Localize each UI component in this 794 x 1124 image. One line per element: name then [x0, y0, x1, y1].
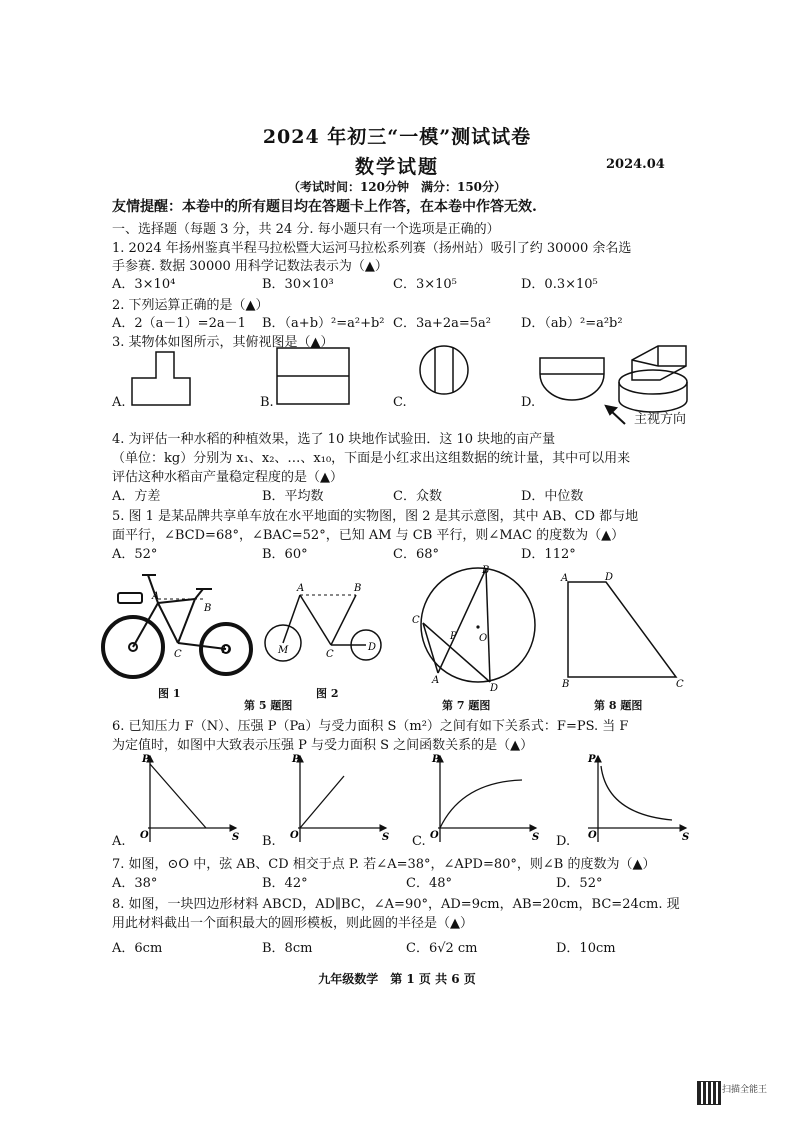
q5-option-a: A．52° — [112, 547, 158, 562]
q3-option-d: D. — [521, 395, 536, 410]
q5-option-c: C．68° — [393, 547, 439, 562]
q6-d-axis-s: S — [682, 832, 690, 843]
q2-option-b: B．（a+b）²=a²+b² — [262, 316, 385, 331]
reminder: 友情提醒：本卷中的所有题目均在答题卡上作答，在本卷中作答无效. — [112, 199, 537, 215]
q2-option-c: C．3a+2a=5a² — [393, 316, 492, 331]
q6-a-axis-s: S — [232, 832, 240, 843]
q6-d-axis-p: P — [588, 754, 596, 765]
q6-graph-a — [148, 756, 236, 842]
q8-label-c: C — [676, 679, 684, 690]
q1-option-a: A．3×10⁴ — [112, 277, 176, 292]
q1-line2: 手参赛. 数据 30000 用科学记数法表示为（▲） — [112, 259, 388, 274]
q5-option-d: D．112° — [521, 547, 576, 562]
q3-3d-object — [619, 346, 687, 412]
page-title: 2024 年初三“一模”测试试卷 — [262, 126, 532, 148]
q6-graph-c — [438, 756, 536, 842]
time-info: （考试时间：120分钟 满分：150分） — [287, 180, 507, 194]
fig1-caption: 图 1 — [158, 687, 181, 700]
q8-label-b: B — [562, 679, 570, 690]
q7-label-p: P — [450, 631, 457, 642]
q6-a-origin: O — [140, 830, 149, 841]
q1-option-c: C．3×10⁵ — [393, 277, 457, 292]
scanner-watermark: 扫描全能王 — [722, 1085, 768, 1095]
q8-label-d: D — [605, 572, 614, 583]
q3-stem: 3. 某物体如图所示，其俯视图是（▲） — [112, 335, 334, 350]
q5-option-b: B．60° — [262, 547, 308, 562]
q4-option-d: D．中位数 — [521, 489, 584, 504]
q6-line1: 6. 已知压力 F（N）、压强 P（Pa）与受力面积 S（m²）之间有如下关系式：F=PS. 当 F — [112, 719, 629, 734]
page-footer: 九年级数学 第 1 页 共 6 页 — [318, 972, 476, 986]
q7-center-dot — [476, 625, 479, 628]
q8-option-c: C．6√2 cm — [406, 941, 478, 956]
q8-line2: 用此材料截出一个面积最大的圆形模板，则此圆的半径是（▲） — [112, 916, 473, 931]
q4-option-c: C．众数 — [393, 489, 442, 504]
schematic-label-c: C — [326, 649, 334, 660]
q1-option-d: D．0.3×10⁵ — [521, 277, 598, 292]
q6-graph-d — [588, 756, 686, 842]
page-subtitle: 数学试题 — [354, 156, 439, 178]
q7-label-c: C — [412, 615, 420, 626]
q7-option-b: B．42° — [262, 876, 308, 891]
q3-option-d-figure — [540, 358, 604, 400]
q3-option-c: C. — [393, 395, 407, 410]
fig2-caption: 图 2 — [316, 687, 339, 700]
bike-label-d: D — [222, 645, 231, 656]
q2-stem: 2. 下列运算正确的是（▲） — [112, 298, 269, 313]
q8-option-a: A．6cm — [112, 941, 163, 956]
q4-line2: （单位：kg）分别为 x₁、x₂、…、x₁₀，下面是小红求出这组数据的统计量，其中可以用来 — [112, 451, 631, 466]
q6-option-d: D. — [556, 834, 571, 849]
q5-figure-caption: 第 5 题图 — [244, 699, 293, 712]
q6-b-axis-p: P — [292, 754, 300, 765]
q7-option-c: C．48° — [406, 876, 452, 891]
q2-option-a: A．2（a－1）=2a－1 — [112, 316, 246, 331]
bicycle-figure — [103, 575, 251, 677]
bike-label-a: A — [152, 591, 160, 602]
q7-label-a: A — [432, 675, 440, 686]
q3-option-a: A. — [112, 395, 126, 410]
q4-line1: 4. 为评估一种水稻的种植效果，选了 10 块地作试验田．这 10 块地的亩产量 — [112, 432, 556, 447]
qr-code-icon — [697, 1081, 721, 1105]
q3-figures — [120, 340, 710, 430]
q6-graphs — [112, 752, 702, 848]
q3-option-c-figure — [420, 346, 468, 394]
q3-option-b-figure — [277, 348, 349, 404]
q8-figure-caption: 第 8 题图 — [594, 699, 643, 712]
schematic-label-b: B — [354, 583, 362, 594]
q8-label-a: A — [561, 573, 569, 584]
q6-c-axis-p: P — [432, 754, 440, 765]
q7-option-a: A．38° — [112, 876, 158, 891]
schematic-label-a: A — [297, 583, 305, 594]
schematic-label-m: M — [278, 645, 289, 656]
q7-label-b: B — [482, 565, 490, 576]
q8-line1: 8. 如图，一块四边形材料 ABCD，AD∥BC，∠A=90°，AD=9cm，AB=20cm，BC=24cm. 现 — [112, 897, 680, 912]
q3-option-b: B. — [260, 395, 274, 410]
q7-stem: 7. 如图，⊙O 中，弦 AB、CD 相交于点 P. 若∠A=38°，∠APD=80°，则∠B 的度数为（▲） — [112, 857, 656, 872]
q5-line2: 面平行，∠BCD=68°，∠BAC=52°，已知 AM 与 CB 平行，则∠MAC 的度数为（▲） — [112, 528, 625, 543]
q4-option-a: A．方差 — [112, 489, 161, 504]
bike-label-b: B — [204, 603, 212, 614]
q7-label-d: D — [490, 683, 499, 694]
schematic-label-d: D — [368, 642, 377, 653]
q6-c-origin: O — [430, 830, 439, 841]
view-direction-arrow — [606, 406, 625, 424]
q4-option-b: B．平均数 — [262, 489, 324, 504]
q6-d-origin: O — [588, 830, 597, 841]
q6-option-a: A. — [112, 834, 126, 849]
q7-label-o: O — [479, 633, 488, 644]
q6-line2: 为定值时，如图中大致表示压强 P 与受力面积 S 之间函数关系的是（▲） — [112, 738, 534, 753]
figures-row — [98, 565, 698, 715]
q8-option-b: B．8cm — [262, 941, 313, 956]
q6-b-axis-s: S — [382, 832, 390, 843]
q6-a-axis-p: P — [142, 754, 150, 765]
q6-b-origin: O — [290, 830, 299, 841]
q7-option-d: D．52° — [556, 876, 603, 891]
q2-option-d: D．（ab）²=a²b² — [521, 316, 623, 331]
q6-c-axis-s: S — [532, 832, 540, 843]
q6-option-c: C. — [412, 834, 426, 849]
q8-trapezoid-figure — [568, 582, 676, 677]
q1-line1: 1. 2024 年扬州鉴真半程马拉松暨大运河马拉松系列赛（扬州站）吸引了约 30000 余名选 — [112, 241, 632, 256]
q4-line3: 评估这种水稻亩产量稳定程度的是（▲） — [112, 470, 343, 485]
bike-label-c: C — [174, 649, 182, 660]
q1-option-b: B．30×10³ — [262, 277, 334, 292]
section-heading: 一、选择题（每题 3 分，共 24 分. 每小题只有一个选项是正确的） — [112, 222, 500, 237]
exam-date: 2024.04 — [606, 157, 665, 172]
q3-option-a-figure — [132, 352, 190, 405]
q6-option-b: B. — [262, 834, 276, 849]
q6-graph-b — [298, 756, 386, 842]
q7-circle-figure — [421, 568, 535, 682]
view-direction-label: 主视方向 — [634, 412, 687, 427]
q5-line1: 5. 图 1 是某品牌共享单车放在水平地面的实物图，图 2 是其示意图，其中 AB、CD 都与地 — [112, 509, 639, 524]
q8-option-d: D．10cm — [556, 941, 616, 956]
q7-figure-caption: 第 7 题图 — [442, 699, 491, 712]
